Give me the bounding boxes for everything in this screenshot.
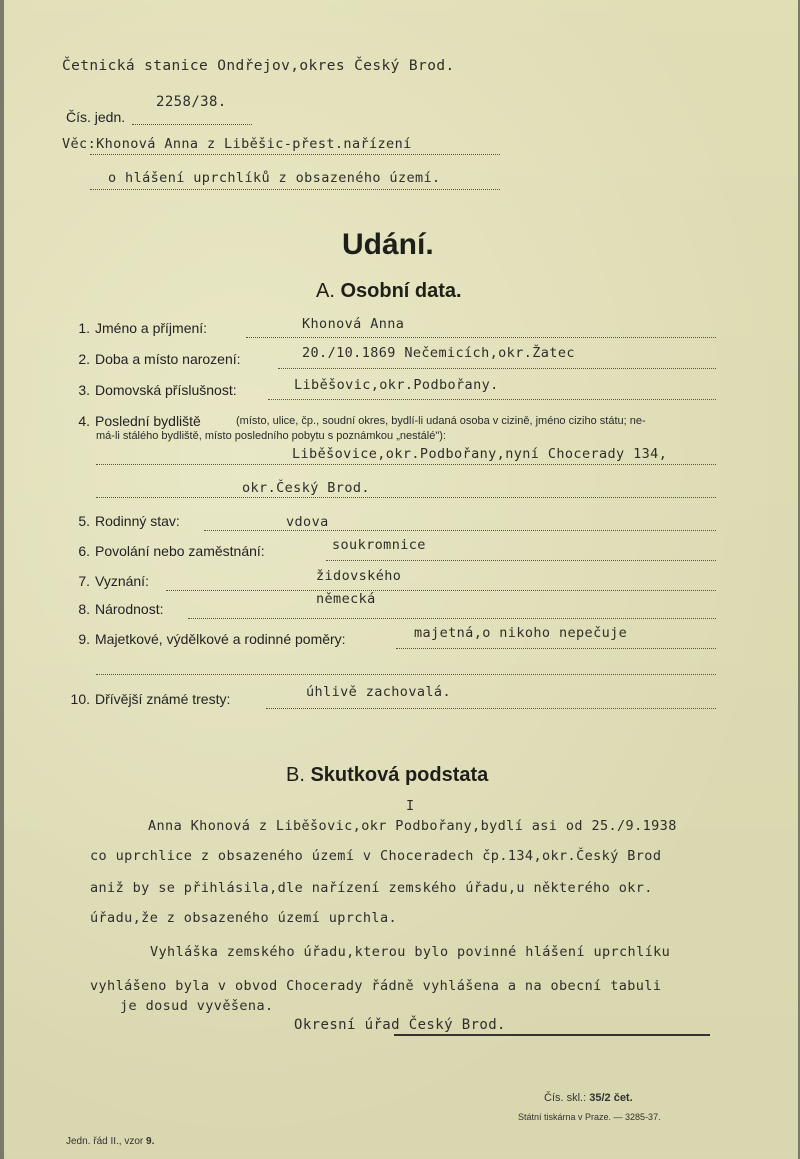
field-number: 7.	[78, 573, 90, 589]
field-number: 9.	[78, 631, 90, 647]
storage-value: 35/2 čet.	[589, 1092, 633, 1104]
subject-line-1: Věc:Khonová Anna z Liběšic-přest.nařízení	[62, 136, 412, 152]
field-line	[96, 497, 716, 498]
narrative-line: Vyhláška zemského úřadu,kterou bylo povinné hlášení uprchlíku	[150, 944, 671, 960]
subject-line-2: o hlášení uprchlíků z obsazeného území.	[108, 170, 441, 186]
subject-underline-1	[90, 154, 500, 155]
field-line	[396, 648, 716, 649]
field-value: Khonová Anna	[302, 316, 405, 332]
field-domicile	[60, 382, 237, 398]
field-line	[246, 337, 716, 338]
field-value: vdova	[286, 514, 329, 530]
field-value: německá	[316, 591, 376, 607]
field-number: 4.	[78, 413, 90, 429]
storage-number	[544, 1092, 633, 1104]
field-label: Majetkové, výdělkové a rodinné poměry:	[95, 631, 346, 647]
field-line	[204, 530, 716, 531]
field-line	[96, 464, 716, 465]
reference-line	[132, 124, 252, 125]
station-header: Četnická stanice Ondřejov,okres Český Brod.	[62, 58, 455, 74]
field-label: Povolání nebo zaměstnání:	[95, 543, 265, 559]
field-value: Liběšovice,okr.Podbořany,nyní Chocerady 134,	[292, 446, 668, 462]
field-number: 1.	[78, 320, 90, 336]
field-number: 6.	[78, 543, 90, 559]
section-a-title: Osobní data.	[340, 280, 462, 302]
field-marital-status	[60, 513, 180, 529]
signature-underline	[394, 1034, 710, 1036]
field-number: 8.	[78, 601, 90, 617]
form-model-number: 9.	[146, 1136, 155, 1147]
field-line	[268, 399, 716, 400]
field-line	[326, 560, 716, 561]
section-b-title: Skutková podstata	[310, 764, 489, 786]
field-label: Vyznání:	[95, 573, 149, 589]
storage-label: Čís. skl.:	[544, 1092, 587, 1104]
field-occupation	[60, 543, 265, 559]
field-name	[60, 320, 207, 336]
document-title: Udání.	[342, 228, 434, 261]
field-label: Jméno a příjmení:	[95, 320, 208, 336]
section-a-letter: A.	[316, 280, 335, 302]
reference-label: Čís. jedn.	[66, 109, 126, 125]
roman-numeral: I	[406, 798, 415, 814]
field-line	[166, 590, 716, 591]
narrative-line: vyhlášeno byla v obvod Chocerady řádně vyhlášena a na obecní tabuli	[90, 978, 662, 994]
narrative-line: je dosud vyvěšena.	[120, 998, 274, 1014]
field-note-1: (místo, ulice, čp., soudní okres, bydlí-li udaná osoba v cizině, jméno ciziho státu; ne-	[236, 415, 646, 427]
subject-underline-2	[90, 189, 500, 190]
field-label: Doba a místo narození:	[95, 351, 241, 367]
field-last-residence	[60, 413, 201, 429]
section-b-heading	[286, 764, 488, 787]
section-b-letter: B.	[286, 764, 305, 786]
field-value: Liběšovic,okr.Podbořany.	[294, 377, 499, 393]
printer-note: Státní tiskárna v Praze. — 3285-37.	[518, 1112, 661, 1122]
field-number: 2.	[78, 351, 90, 367]
field-line	[278, 368, 716, 369]
field-value: okr.Český Brod.	[242, 480, 370, 496]
field-property	[60, 631, 346, 647]
field-line	[96, 674, 716, 675]
field-label: Domovská příslušnost:	[95, 382, 237, 398]
field-line	[188, 618, 716, 619]
narrative-line: co uprchlice z obsazeného území v Choceradech čp.134,okr.Český Brod	[90, 848, 662, 864]
reference-number: 2258/38.	[156, 94, 227, 110]
field-value: židovského	[316, 568, 402, 584]
field-number: 5.	[78, 513, 90, 529]
narrative-line: Anna Khonová z Liběšovic,okr Podbořany,bydlí asi od 25./9.1938	[148, 818, 677, 834]
field-value: majetná,o nikoho nepečuje	[414, 625, 628, 641]
field-number: 3.	[78, 382, 90, 398]
field-religion	[60, 573, 149, 589]
form-model-label: Jedn. řád II., vzor	[66, 1136, 144, 1147]
narrative-line: úřadu,že z obsazeného území uprchla.	[90, 910, 397, 926]
field-label: Rodinný stav:	[95, 513, 180, 529]
section-a-heading	[316, 280, 462, 303]
field-label: Národnost:	[95, 601, 164, 617]
narrative-line: aniž by se přihlásila,dle nařízení zemského úřadu,u některého okr.	[90, 880, 653, 896]
field-birth	[60, 351, 241, 367]
field-prior-convictions	[60, 691, 230, 707]
field-note-2: má-li stálého bydliště, místo posledního pobytu s poznámkou „nestálé"):	[96, 430, 446, 442]
field-nationality	[60, 601, 163, 617]
document-page	[4, 0, 798, 1159]
field-line	[266, 708, 716, 709]
field-value: úhlivě zachovalá.	[306, 684, 451, 700]
field-label: Dřívější známé tresty:	[95, 691, 231, 707]
signature-office: Okresní úřad Český Brod.	[294, 1017, 506, 1033]
form-model-note	[66, 1136, 154, 1147]
field-number: 10.	[70, 691, 90, 707]
field-label: Poslední bydliště	[95, 413, 201, 429]
field-value: 20./10.1869 Nečemicích,okr.Žatec	[302, 345, 575, 361]
field-value: soukromnice	[332, 537, 426, 553]
